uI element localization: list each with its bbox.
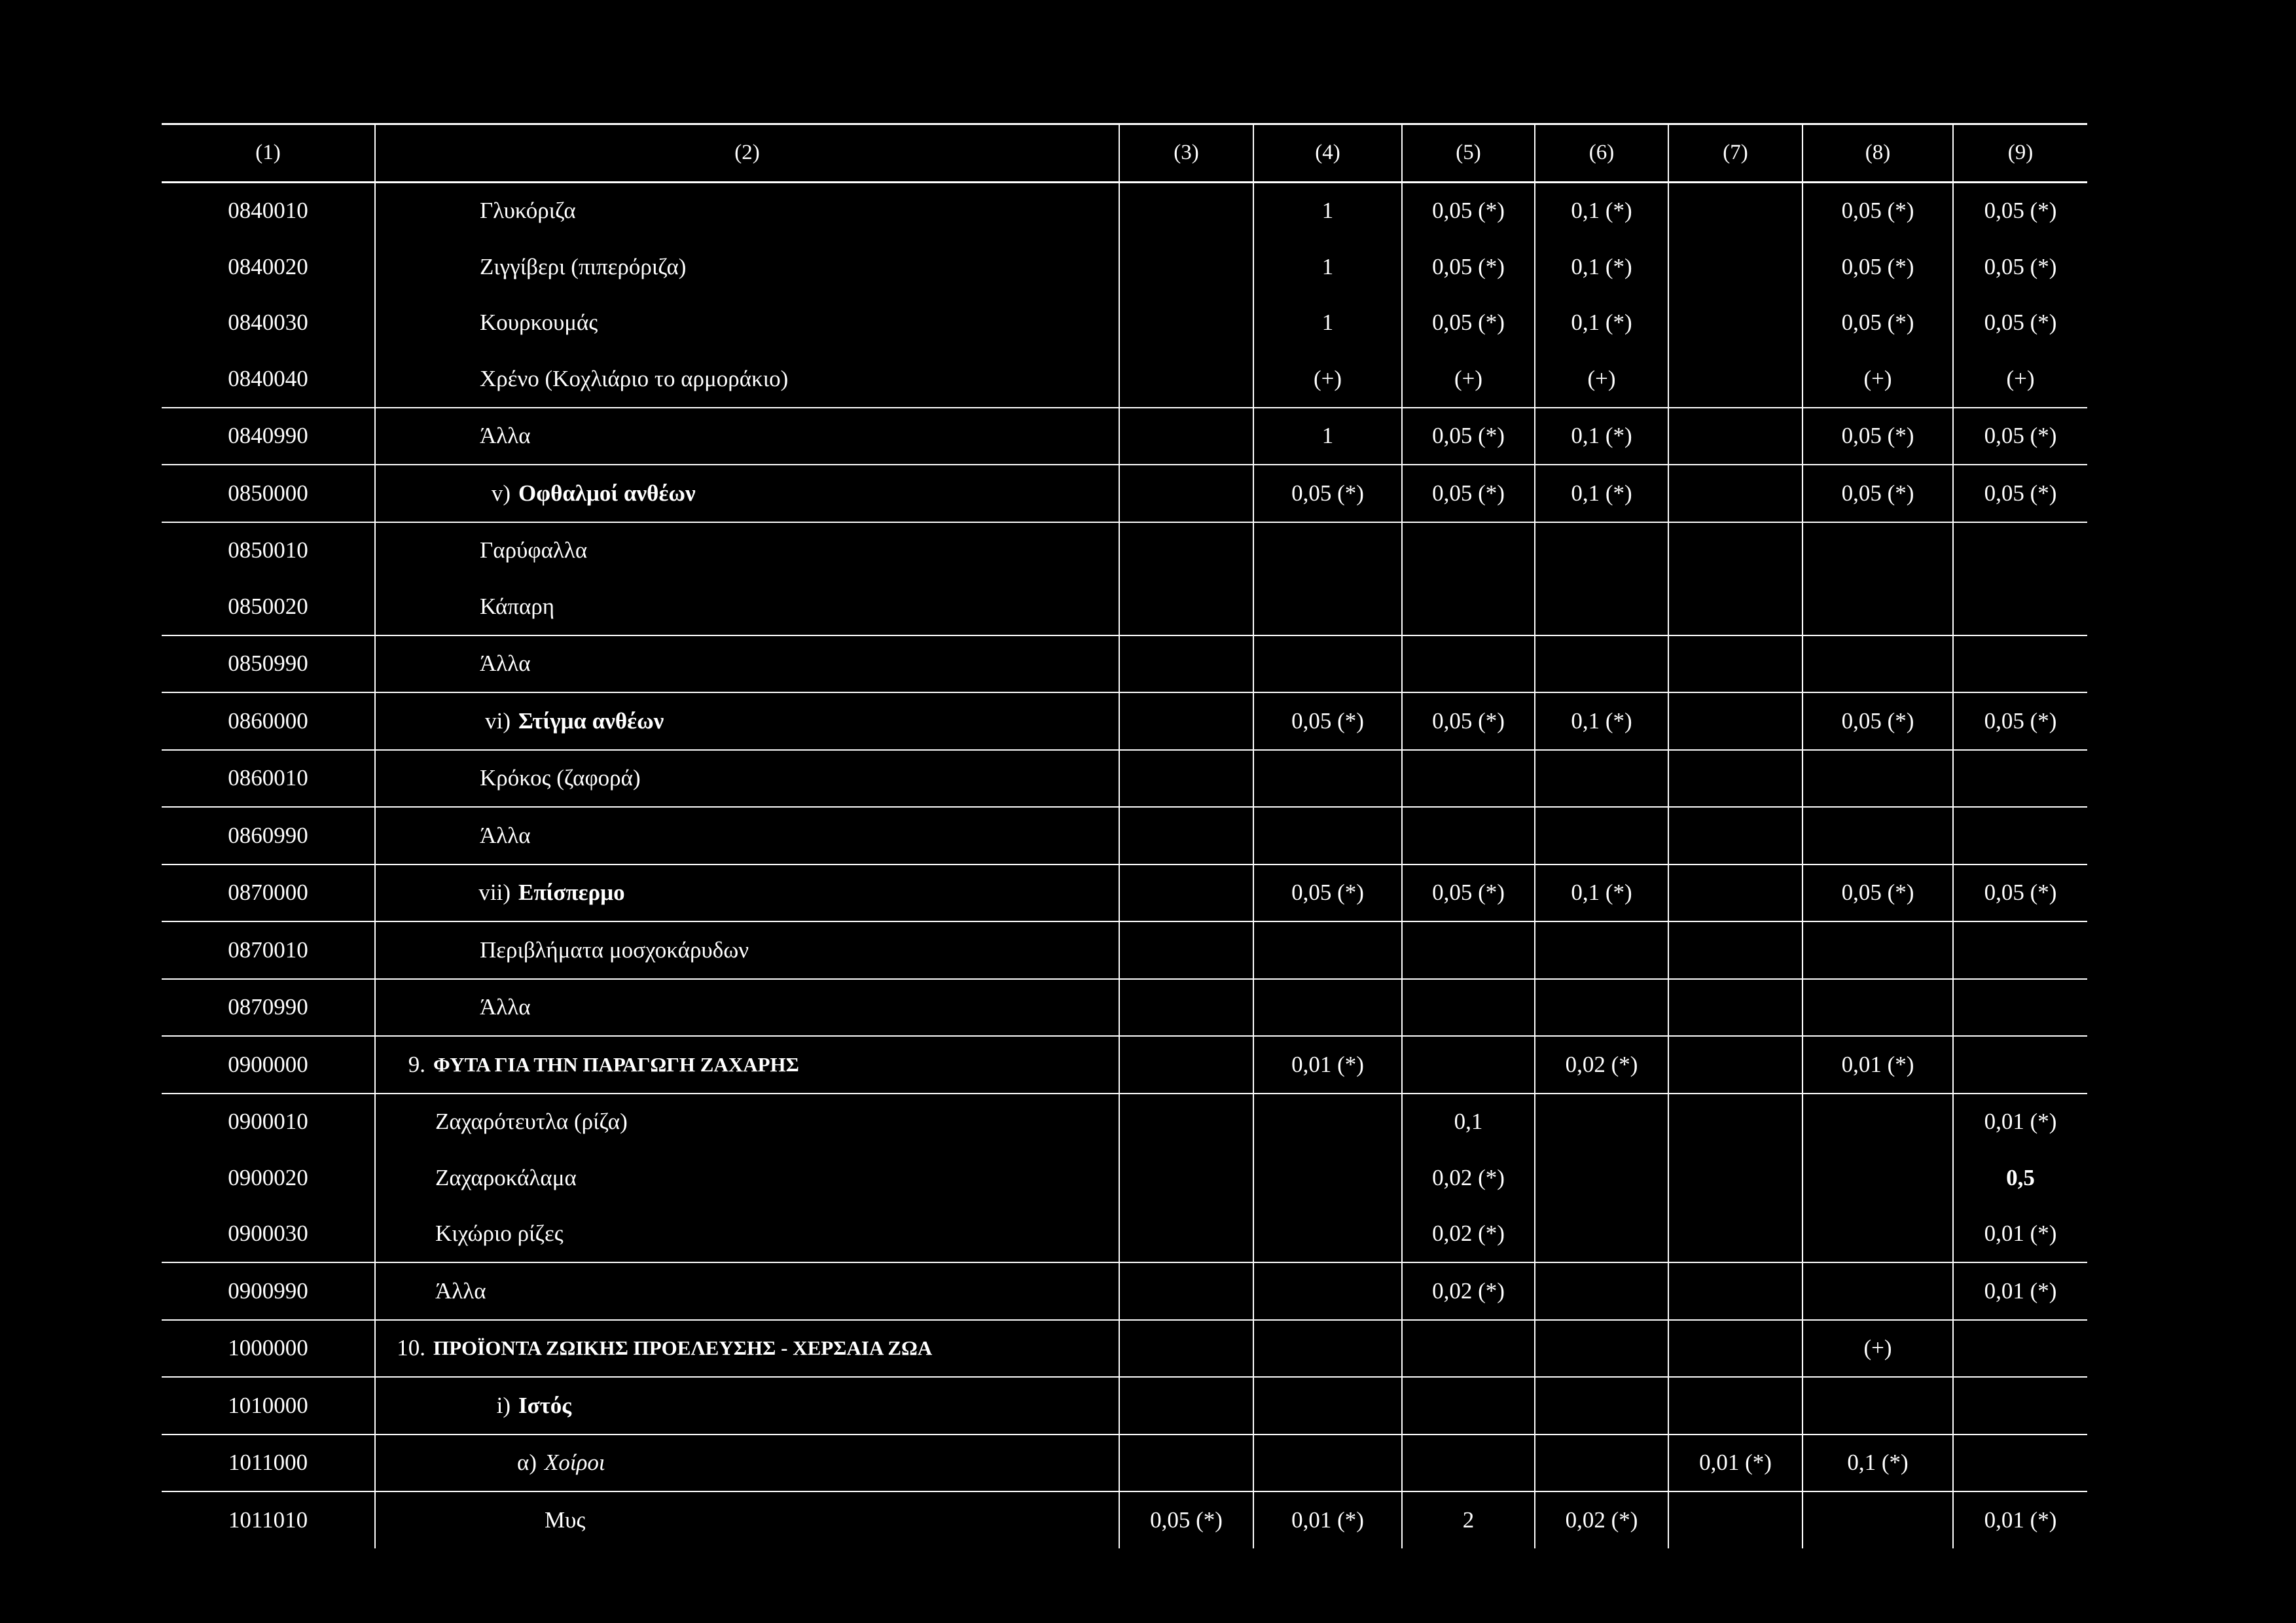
mrl-value-col-8 — [1803, 522, 1953, 579]
header-col-8: (8) — [1803, 124, 1953, 183]
mrl-value-col-5: 0,05 (*) — [1402, 692, 1535, 750]
mrl-value-col-3 — [1119, 1435, 1253, 1492]
mrl-value-col-6 — [1535, 1320, 1668, 1378]
table-row — [162, 351, 2087, 408]
mrl-value-col-5 — [1402, 635, 1535, 693]
mrl-value-col-3 — [1119, 921, 1253, 979]
product-code: 0850000 — [162, 465, 375, 522]
mrl-value-col-9 — [1953, 522, 2087, 579]
mrl-value-col-8 — [1803, 1150, 1953, 1206]
product-code: 0870000 — [162, 865, 375, 922]
product-code: 0870990 — [162, 979, 375, 1037]
mrl-value-col-3 — [1119, 865, 1253, 922]
mrl-value-col-5 — [1402, 1036, 1535, 1094]
mrl-value-col-6 — [1535, 1435, 1668, 1492]
product-name: Επίσπερμο — [518, 880, 625, 906]
mrl-value-col-3 — [1119, 807, 1253, 865]
mrl-value-col-9 — [1953, 635, 2087, 693]
mrl-value-col-3 — [1119, 579, 1253, 635]
product-name: ΠΡΟΪΟΝΤΑ ΖΩΙΚΗΣ ΠΡΟΕΛΕΥΣΗΣ - ΧΕΡΣΑΙΑ ΖΩΑ — [433, 1336, 933, 1360]
mrl-value-col-7 — [1668, 1150, 1803, 1206]
product-name: Άλλα — [480, 822, 531, 848]
product-code: 1011010 — [162, 1491, 375, 1548]
product-code: 0900000 — [162, 1036, 375, 1094]
mrl-value-col-3 — [1119, 635, 1253, 693]
mrl-value-col-4 — [1253, 579, 1402, 635]
table-row — [162, 635, 2087, 693]
table-row — [162, 1206, 2087, 1263]
table-row — [162, 295, 2087, 351]
product-name: Γλυκόριζα — [480, 198, 576, 224]
product-name-cell — [375, 182, 1119, 239]
product-name-cell — [375, 807, 1119, 865]
mrl-value-col-4: 1 — [1253, 182, 1402, 239]
product-name: Κιχώριο ρίζες — [435, 1221, 564, 1247]
table-row — [162, 750, 2087, 808]
table-row — [162, 979, 2087, 1037]
mrl-value-col-3 — [1119, 408, 1253, 465]
mrl-value-col-7 — [1668, 807, 1803, 865]
mrl-value-col-5: 0,05 (*) — [1402, 865, 1535, 922]
product-name: ΦΥΤΑ ΓΙΑ ΤΗΝ ΠΑΡΑΓΩΓΗ ΖΑΧΑΡΗΣ — [433, 1052, 799, 1076]
mrl-value-col-4 — [1253, 1435, 1402, 1492]
mrl-value-col-5: 0,02 (*) — [1402, 1262, 1535, 1320]
mrl-value-col-7 — [1668, 1320, 1803, 1378]
product-name: Ζιγγίβερι (πιπερόριζα) — [480, 253, 687, 279]
product-name-cell — [375, 979, 1119, 1037]
mrl-value-col-7 — [1668, 921, 1803, 979]
product-name: Άλλα — [435, 1277, 486, 1304]
product-name: Κρόκος (ζαφορά) — [480, 765, 641, 791]
product-name: Ζαχαρότευτλα (ρίζα) — [435, 1109, 628, 1135]
mrl-value-col-4 — [1253, 1150, 1402, 1206]
product-code: 0840990 — [162, 408, 375, 465]
product-prefix: vii) — [478, 880, 511, 906]
mrl-value-col-5: 0,05 (*) — [1402, 408, 1535, 465]
mrl-value-col-6: 0,1 (*) — [1535, 408, 1668, 465]
table-row — [162, 807, 2087, 865]
mrl-value-col-5: 2 — [1402, 1491, 1535, 1548]
mrl-value-col-3 — [1119, 1320, 1253, 1378]
product-code: 0900990 — [162, 1262, 375, 1320]
mrl-value-col-9: 0,01 (*) — [1953, 1094, 2087, 1150]
mrl-value-col-8 — [1803, 750, 1953, 808]
mrl-value-col-6: 0,1 (*) — [1535, 295, 1668, 351]
mrl-value-col-9: 0,01 (*) — [1953, 1262, 2087, 1320]
mrl-value-col-6 — [1535, 1206, 1668, 1263]
product-name-cell — [375, 579, 1119, 635]
mrl-value-col-3 — [1119, 522, 1253, 579]
product-code: 0870010 — [162, 921, 375, 979]
product-name-cell — [375, 1262, 1119, 1320]
mrl-value-col-3 — [1119, 1377, 1253, 1435]
mrl-value-col-6 — [1535, 522, 1668, 579]
mrl-value-col-8 — [1803, 979, 1953, 1037]
mrl-value-col-3 — [1119, 465, 1253, 522]
header-col-4: (4) — [1253, 124, 1402, 183]
product-name-cell — [375, 239, 1119, 295]
table-row — [162, 1036, 2087, 1094]
product-code: 1000000 — [162, 1320, 375, 1378]
mrl-value-col-3 — [1119, 979, 1253, 1037]
mrl-value-col-5 — [1402, 807, 1535, 865]
mrl-value-col-9: 0,01 (*) — [1953, 1206, 2087, 1263]
mrl-value-col-4 — [1253, 1377, 1402, 1435]
product-name-cell — [375, 1094, 1119, 1150]
mrl-value-col-7 — [1668, 579, 1803, 635]
mrl-value-col-6: 0,02 (*) — [1535, 1036, 1668, 1094]
mrl-value-col-6 — [1535, 1377, 1668, 1435]
mrl-value-col-8: 0,05 (*) — [1803, 865, 1953, 922]
mrl-value-col-9 — [1953, 921, 2087, 979]
mrl-value-col-5: 0,02 (*) — [1402, 1150, 1535, 1206]
table-row — [162, 1377, 2087, 1435]
mrl-value-col-8 — [1803, 921, 1953, 979]
mrl-value-col-7 — [1668, 865, 1803, 922]
mrl-value-col-6 — [1535, 807, 1668, 865]
mrl-value-col-8 — [1803, 1206, 1953, 1263]
mrl-value-col-4: 1 — [1253, 408, 1402, 465]
mrl-value-col-3 — [1119, 692, 1253, 750]
mrl-value-col-6: (+) — [1535, 351, 1668, 408]
mrl-value-col-7 — [1668, 692, 1803, 750]
mrl-value-col-4 — [1253, 921, 1402, 979]
mrl-value-col-7 — [1668, 1094, 1803, 1150]
mrl-value-col-7 — [1668, 522, 1803, 579]
mrl-value-col-4 — [1253, 1262, 1402, 1320]
header-col-1: (1) — [162, 124, 375, 183]
product-prefix: α) — [517, 1450, 537, 1476]
mrl-value-col-4: 0,05 (*) — [1253, 692, 1402, 750]
product-name: Ιστός — [518, 1392, 572, 1418]
mrl-value-col-6: 0,1 (*) — [1535, 692, 1668, 750]
mrl-value-col-8: 0,05 (*) — [1803, 408, 1953, 465]
mrl-value-col-4 — [1253, 1094, 1402, 1150]
mrl-value-col-6 — [1535, 1262, 1668, 1320]
mrl-value-col-9: 0,05 (*) — [1953, 408, 2087, 465]
product-name: Κουρκουμάς — [480, 310, 598, 336]
mrl-value-col-4 — [1253, 635, 1402, 693]
mrl-value-col-9 — [1953, 807, 2087, 865]
product-name-cell — [375, 921, 1119, 979]
product-prefix: v) — [491, 480, 511, 506]
product-name-cell — [375, 522, 1119, 579]
mrl-value-col-9: (+) — [1953, 351, 2087, 408]
product-code: 0860990 — [162, 807, 375, 865]
mrl-value-col-8 — [1803, 1377, 1953, 1435]
mrl-value-col-7: 0,01 (*) — [1668, 1435, 1803, 1492]
mrl-value-col-3: 0,05 (*) — [1119, 1491, 1253, 1548]
mrl-value-col-4: 0,01 (*) — [1253, 1036, 1402, 1094]
header-col-3: (3) — [1119, 124, 1253, 183]
mrl-value-col-6 — [1535, 1150, 1668, 1206]
mrl-value-col-7 — [1668, 750, 1803, 808]
mrl-value-col-7 — [1668, 1206, 1803, 1263]
product-name-cell — [375, 692, 1119, 750]
product-code: 0850990 — [162, 635, 375, 693]
mrl-value-col-5 — [1402, 579, 1535, 635]
table-row — [162, 408, 2087, 465]
mrl-value-col-8 — [1803, 579, 1953, 635]
product-code: 0900010 — [162, 1094, 375, 1150]
product-code: 0860010 — [162, 750, 375, 808]
mrl-value-col-7 — [1668, 408, 1803, 465]
product-prefix: 10. — [397, 1335, 425, 1361]
mrl-value-col-7 — [1668, 979, 1803, 1037]
mrl-value-col-9 — [1953, 979, 2087, 1037]
product-name-cell — [375, 1377, 1119, 1435]
table-row — [162, 1094, 2087, 1150]
mrl-value-col-5: 0,05 (*) — [1402, 295, 1535, 351]
mrl-value-col-3 — [1119, 1206, 1253, 1263]
table-row — [162, 1262, 2087, 1320]
mrl-value-col-6: 0,02 (*) — [1535, 1491, 1668, 1548]
product-name: Ζαχαροκάλαμα — [435, 1164, 577, 1190]
mrl-value-col-9: 0,05 (*) — [1953, 295, 2087, 351]
mrl-value-col-9 — [1953, 1435, 2087, 1492]
mrl-value-col-4: 0,05 (*) — [1253, 465, 1402, 522]
mrl-value-col-5 — [1402, 522, 1535, 579]
mrl-value-col-4 — [1253, 1320, 1402, 1378]
mrl-value-col-6 — [1535, 750, 1668, 808]
mrl-value-col-9 — [1953, 1320, 2087, 1378]
mrl-value-col-7 — [1668, 351, 1803, 408]
product-name-cell — [375, 295, 1119, 351]
product-name-cell — [375, 1435, 1119, 1492]
mrl-value-col-9 — [1953, 750, 2087, 808]
mrl-value-col-6 — [1535, 979, 1668, 1037]
mrl-value-col-7 — [1668, 1262, 1803, 1320]
mrl-value-col-4: (+) — [1253, 351, 1402, 408]
mrl-value-col-8: 0,05 (*) — [1803, 239, 1953, 295]
product-name-cell — [375, 1036, 1119, 1094]
product-name: Άλλα — [480, 651, 531, 677]
mrl-value-col-9 — [1953, 579, 2087, 635]
product-name-cell — [375, 351, 1119, 408]
mrl-value-col-5: 0,05 (*) — [1402, 239, 1535, 295]
mrl-value-col-8: 0,01 (*) — [1803, 1036, 1953, 1094]
mrl-value-col-8 — [1803, 807, 1953, 865]
product-name-cell — [375, 408, 1119, 465]
mrl-value-col-9 — [1953, 1036, 2087, 1094]
mrl-value-col-5: 0,02 (*) — [1402, 1206, 1535, 1263]
mrl-value-col-5 — [1402, 1435, 1535, 1492]
mrl-value-col-5: 0,05 (*) — [1402, 182, 1535, 239]
mrl-value-col-4: 1 — [1253, 295, 1402, 351]
mrl-value-col-5: (+) — [1402, 351, 1535, 408]
mrl-value-col-4 — [1253, 979, 1402, 1037]
mrl-value-col-3 — [1119, 239, 1253, 295]
mrl-value-col-5: 0,05 (*) — [1402, 465, 1535, 522]
mrl-value-col-9 — [1953, 1377, 2087, 1435]
mrl-value-col-5 — [1402, 921, 1535, 979]
table-row — [162, 1435, 2087, 1492]
table-row — [162, 465, 2087, 522]
mrl-value-col-3 — [1119, 1150, 1253, 1206]
mrl-value-col-5 — [1402, 979, 1535, 1037]
mrl-value-col-8: 0,05 (*) — [1803, 295, 1953, 351]
table-row — [162, 182, 2087, 239]
mrl-value-col-6 — [1535, 579, 1668, 635]
mrl-value-col-8 — [1803, 635, 1953, 693]
mrl-value-col-6: 0,1 (*) — [1535, 239, 1668, 295]
mrl-value-col-6: 0,1 (*) — [1535, 182, 1668, 239]
mrl-value-col-8: (+) — [1803, 1320, 1953, 1378]
product-name: Κάπαρη — [480, 593, 555, 619]
table-row — [162, 1320, 2087, 1378]
mrl-value-col-4 — [1253, 1206, 1402, 1263]
mrl-value-col-6: 0,1 (*) — [1535, 865, 1668, 922]
table-row — [162, 692, 2087, 750]
mrl-value-col-8 — [1803, 1094, 1953, 1150]
mrl-value-col-3 — [1119, 750, 1253, 808]
mrl-value-col-5 — [1402, 750, 1535, 808]
product-name: Άλλα — [480, 994, 531, 1020]
product-code: 0860000 — [162, 692, 375, 750]
mrl-value-col-7 — [1668, 295, 1803, 351]
mrl-value-col-7 — [1668, 239, 1803, 295]
mrl-value-col-8: (+) — [1803, 351, 1953, 408]
mrl-value-col-5: 0,1 — [1402, 1094, 1535, 1150]
product-code: 1010000 — [162, 1377, 375, 1435]
product-code: 0840040 — [228, 365, 308, 391]
mrl-value-col-8: 0,05 (*) — [1803, 692, 1953, 750]
mrl-value-col-9: 0,5 — [1953, 1150, 2087, 1206]
product-prefix: vi) — [485, 707, 511, 734]
header-col-9: (9) — [1953, 124, 2087, 183]
mrl-value-col-3 — [1119, 1094, 1253, 1150]
product-name-cell — [375, 1206, 1119, 1263]
product-name-cell — [375, 1150, 1119, 1206]
table-row — [162, 239, 2087, 295]
product-name: Στίγμα ανθέων — [518, 707, 664, 734]
product-name: Οφθαλμοί ανθέων — [518, 480, 696, 506]
mrl-value-col-3 — [1119, 295, 1253, 351]
mrl-value-col-9: 0,05 (*) — [1953, 182, 2087, 239]
product-name: Άλλα — [480, 423, 531, 449]
mrl-value-col-7 — [1668, 1377, 1803, 1435]
table-row — [162, 522, 2087, 579]
product-code: 0840030 — [228, 310, 308, 336]
product-code: 0840010 — [162, 182, 375, 239]
header-col-2: (2) — [375, 124, 1119, 183]
mrl-value-col-7 — [1668, 182, 1803, 239]
product-name: Περιβλήματα μοσχοκάρυδων — [480, 936, 749, 963]
mrl-value-col-4 — [1253, 522, 1402, 579]
mrl-value-col-4: 0,05 (*) — [1253, 865, 1402, 922]
product-code: 0840020 — [228, 253, 308, 279]
header-col-6: (6) — [1535, 124, 1668, 183]
table-row — [162, 921, 2087, 979]
mrl-value-col-9: 0,05 (*) — [1953, 465, 2087, 522]
mrl-value-col-8: 0,05 (*) — [1803, 182, 1953, 239]
mrl-value-col-7 — [1668, 1491, 1803, 1548]
mrl-value-col-8: 0,1 (*) — [1803, 1435, 1953, 1492]
table-row — [162, 1491, 2087, 1548]
product-code: 0850020 — [228, 593, 308, 619]
product-name-cell — [375, 1491, 1119, 1548]
mrl-value-col-4: 1 — [1253, 239, 1402, 295]
header-col-5: (5) — [1402, 124, 1535, 183]
header-row — [162, 124, 2087, 183]
product-prefix: i) — [496, 1392, 511, 1418]
mrl-value-col-4 — [1253, 750, 1402, 808]
product-prefix: 9. — [408, 1051, 425, 1077]
table-row — [162, 1150, 2087, 1206]
product-code: 0900030 — [228, 1221, 308, 1247]
table-row — [162, 579, 2087, 635]
product-name: Χοίροι — [545, 1450, 605, 1476]
mrl-value-col-9: 0,05 (*) — [1953, 239, 2087, 295]
table-row — [162, 865, 2087, 922]
mrl-value-col-3 — [1119, 1036, 1253, 1094]
mrl-value-col-9: 0,05 (*) — [1953, 692, 2087, 750]
product-name-cell — [375, 465, 1119, 522]
mrl-value-col-7 — [1668, 465, 1803, 522]
product-code: 0900020 — [228, 1164, 308, 1190]
product-name-cell — [375, 750, 1119, 808]
mrl-value-col-9: 0,05 (*) — [1953, 865, 2087, 922]
mrl-value-col-7 — [1668, 1036, 1803, 1094]
mrl-value-col-3 — [1119, 182, 1253, 239]
product-name: Γαρύφαλλα — [480, 537, 588, 563]
mrl-value-col-6 — [1535, 635, 1668, 693]
mrl-value-col-6 — [1535, 1094, 1668, 1150]
mrl-value-col-4 — [1253, 807, 1402, 865]
mrl-value-col-6: 0,1 (*) — [1535, 465, 1668, 522]
mrl-value-col-8 — [1803, 1262, 1953, 1320]
product-name: Χρένο (Κοχλιάριο το αρμοράκιο) — [480, 365, 789, 391]
product-code: 0850010 — [162, 522, 375, 579]
mrl-value-col-8: 0,05 (*) — [1803, 465, 1953, 522]
mrl-value-col-8 — [1803, 1491, 1953, 1548]
product-name-cell — [375, 635, 1119, 693]
mrl-value-col-6 — [1535, 921, 1668, 979]
header-col-7: (7) — [1668, 124, 1803, 183]
mrl-value-col-3 — [1119, 1262, 1253, 1320]
mrl-value-col-4: 0,01 (*) — [1253, 1491, 1402, 1548]
product-name-cell — [375, 865, 1119, 922]
mrl-value-col-5 — [1402, 1320, 1535, 1378]
mrl-value-col-9: 0,01 (*) — [1953, 1491, 2087, 1548]
product-name: Μυς — [545, 1507, 586, 1533]
mrl-value-col-5 — [1402, 1377, 1535, 1435]
mrl-value-col-7 — [1668, 635, 1803, 693]
mrl-table — [162, 123, 2087, 1548]
mrl-value-col-3 — [1119, 351, 1253, 408]
product-name-cell — [375, 1320, 1119, 1378]
product-code: 1011000 — [162, 1435, 375, 1492]
